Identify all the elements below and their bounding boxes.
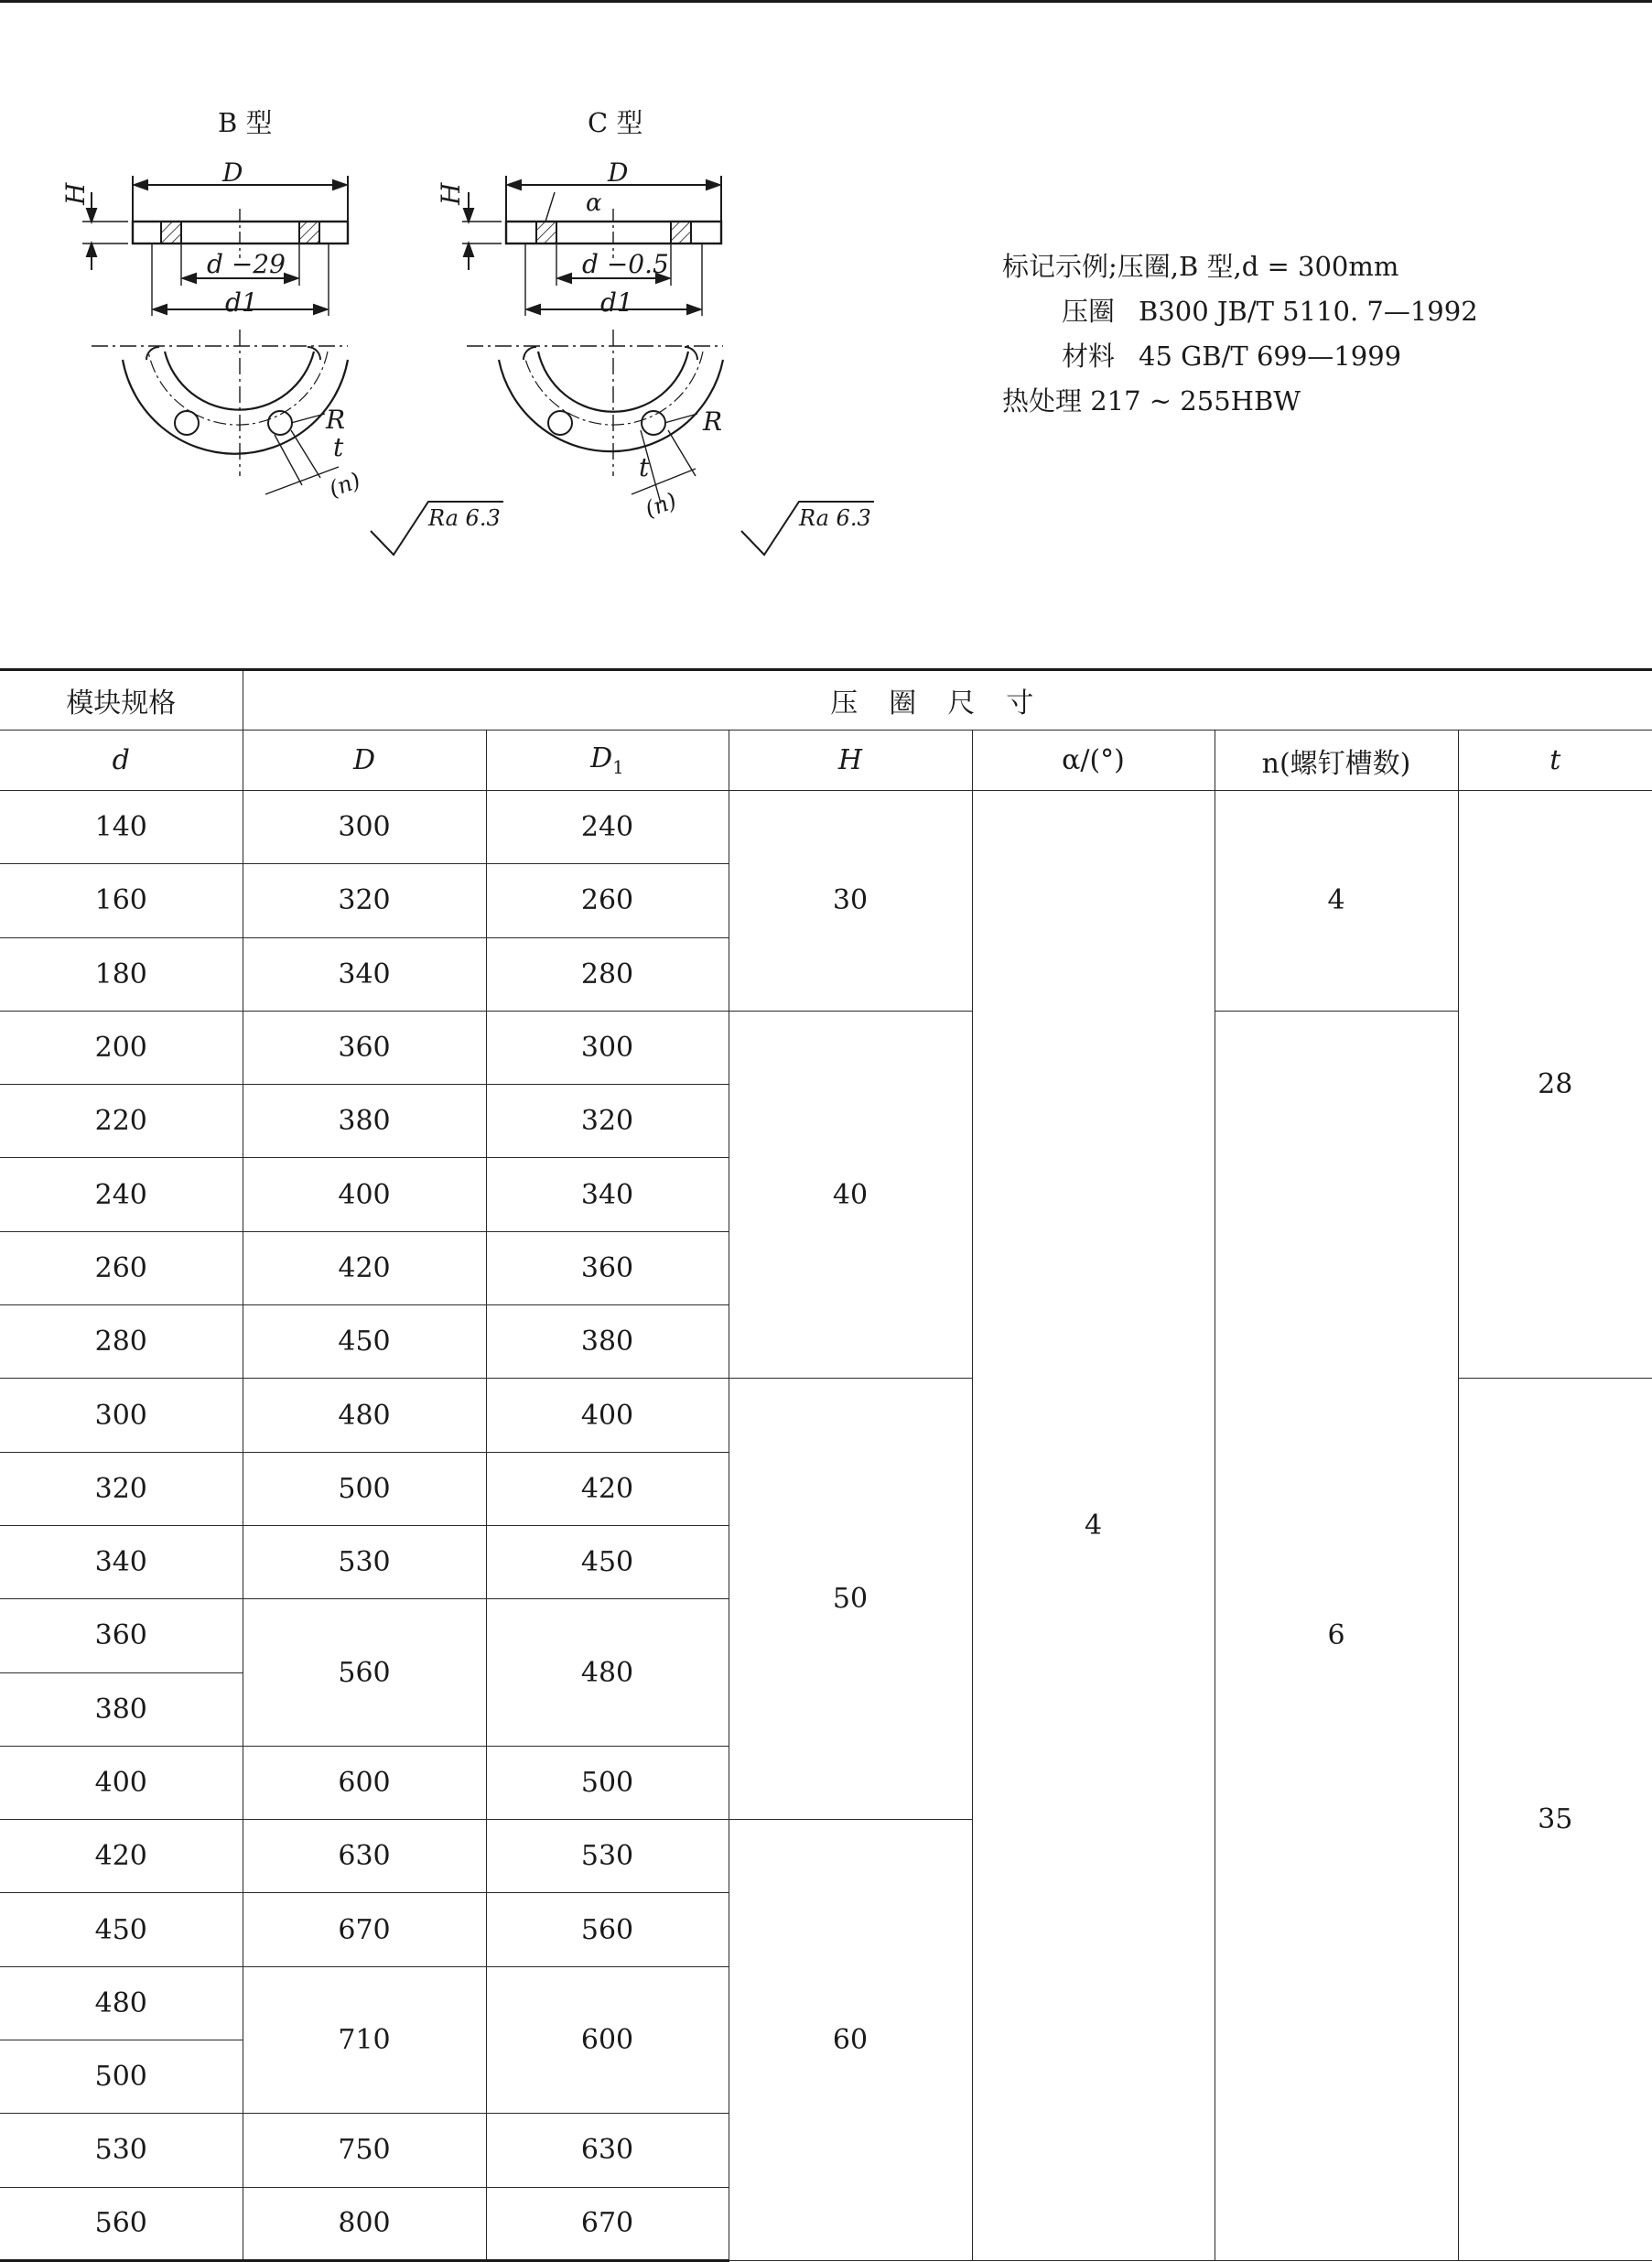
- cell-d: 340: [0, 1525, 243, 1598]
- cell-d: 180: [0, 937, 243, 1011]
- col-header-D: D: [243, 731, 486, 791]
- cell-D: 320: [243, 864, 486, 937]
- svg-text:H: H: [60, 182, 91, 205]
- cell-D: 360: [243, 1011, 486, 1084]
- cell-d: 480: [0, 1966, 243, 2040]
- svg-text:H: H: [436, 182, 466, 205]
- cell-D: 500: [243, 1452, 486, 1525]
- cell-D: 750: [243, 2114, 486, 2187]
- cell-D1: 300: [486, 1011, 729, 1084]
- cell-D: 670: [243, 1893, 486, 1966]
- cell-D: 600: [243, 1746, 486, 1819]
- roughness-b-value: Ra 6.3: [428, 505, 501, 531]
- cell-D: 630: [243, 1820, 486, 1893]
- cell-d: 220: [0, 1085, 243, 1158]
- cell-D1: 260: [486, 864, 729, 937]
- cell-D1: 630: [486, 2114, 729, 2187]
- cell-n: 4: [1215, 791, 1458, 1012]
- cell-D1: 450: [486, 1525, 729, 1598]
- cell-H: 30: [729, 791, 972, 1012]
- cell-D1: 320: [486, 1085, 729, 1158]
- cell-D: 480: [243, 1379, 486, 1452]
- cell-d: 160: [0, 864, 243, 937]
- pressure-ring-drawings: [0, 0, 915, 586]
- cell-D: 420: [243, 1231, 486, 1304]
- cell-n: 6: [1215, 1011, 1458, 2260]
- cell-D1: 280: [486, 937, 729, 1011]
- marking-example: 标记示例;压圈,B 型,d = 300mm: [1002, 251, 1399, 282]
- cell-D1: 560: [486, 1893, 729, 1966]
- cell-d: 280: [0, 1305, 243, 1379]
- marking-material-label: 材料: [1062, 341, 1116, 372]
- cell-t: 28: [1458, 791, 1652, 1379]
- cell-D: 530: [243, 1525, 486, 1598]
- cell-H: 60: [729, 1820, 972, 2261]
- marking-ring-value: B300 JB/T 5110. 7—1992: [1139, 296, 1478, 327]
- svg-text:t: t: [639, 452, 650, 482]
- cell-d: 380: [0, 1672, 243, 1746]
- type-b-drawing: [82, 176, 348, 494]
- dim-b-inner: d −29: [207, 249, 286, 279]
- svg-text:(n): (n): [325, 467, 364, 503]
- cell-d: 260: [0, 1231, 243, 1304]
- cell-D1: 400: [486, 1379, 729, 1452]
- type-b-label: B 型: [218, 107, 273, 138]
- marking-line-material: [1062, 343, 1401, 370]
- marking-line-ring: [1062, 298, 1478, 325]
- cell-D: 300: [243, 791, 486, 864]
- marking-heat-treatment: 热处理 217 ~ 255HBW: [1002, 385, 1301, 417]
- col-header-t: t: [1458, 731, 1652, 791]
- cell-D1: 380: [486, 1305, 729, 1379]
- table-row: [0, 791, 1652, 864]
- header-ring-dimensions: 压圈尺寸: [243, 670, 1652, 731]
- cell-D: 710: [243, 1966, 486, 2114]
- cell-d: 200: [0, 1011, 243, 1084]
- cell-D: 800: [243, 2187, 486, 2260]
- cell-d: 560: [0, 2187, 243, 2260]
- pressure-ring-dimension-table: [0, 668, 1652, 2262]
- cell-d: 420: [0, 1820, 243, 1893]
- cell-D: 340: [243, 937, 486, 1011]
- marking-ring-label: 压圈: [1062, 296, 1116, 327]
- svg-text:D: D: [608, 157, 629, 188]
- cell-D1: 240: [486, 791, 729, 864]
- cell-D: 380: [243, 1085, 486, 1158]
- cell-D1: 340: [486, 1158, 729, 1231]
- roughness-c-value: Ra 6.3: [799, 505, 871, 531]
- cell-d: 400: [0, 1746, 243, 1819]
- svg-text:t: t: [333, 432, 344, 462]
- type-c-drawing: [462, 176, 723, 503]
- cell-D: 560: [243, 1599, 486, 1747]
- header-module-spec: 模块规格: [0, 670, 243, 731]
- dim-c-inner: d −0.5: [582, 249, 669, 279]
- cell-d: 320: [0, 1452, 243, 1525]
- marking-material-value: 45 GB/T 699—1999: [1139, 341, 1402, 372]
- cell-d: 300: [0, 1379, 243, 1452]
- cell-H: 40: [729, 1011, 972, 1378]
- cell-d: 500: [0, 2040, 243, 2114]
- cell-D1: 600: [486, 1966, 729, 2114]
- cell-H: 50: [729, 1379, 972, 1820]
- svg-text:(n): (n): [642, 487, 680, 523]
- svg-text:D: D: [222, 157, 243, 188]
- cell-D1: 360: [486, 1231, 729, 1304]
- cell-D: 450: [243, 1305, 486, 1379]
- dim-c-d1: d1: [600, 287, 633, 318]
- cell-D1: 500: [486, 1746, 729, 1819]
- col-header-d: d: [0, 731, 243, 791]
- cell-d: 530: [0, 2114, 243, 2187]
- cell-D1: 480: [486, 1599, 729, 1747]
- col-header-n: n(螺钉槽数): [1215, 731, 1458, 791]
- cell-D1: 530: [486, 1820, 729, 1893]
- type-c-label: C 型: [588, 107, 643, 138]
- svg-text:R: R: [326, 405, 346, 435]
- cell-D1: 420: [486, 1452, 729, 1525]
- cell-d: 450: [0, 1893, 243, 1966]
- cell-d: 140: [0, 791, 243, 864]
- svg-text:α: α: [586, 189, 602, 217]
- cell-D: 400: [243, 1158, 486, 1231]
- svg-text:R: R: [703, 406, 723, 437]
- dim-b-d1: d1: [225, 287, 258, 318]
- col-header-alpha: α/(°): [972, 731, 1215, 791]
- col-header-H: H: [729, 731, 972, 791]
- cell-D1: 670: [486, 2187, 729, 2260]
- cell-alpha: 4: [972, 791, 1215, 2261]
- col-header-D1: $D_1$: [486, 731, 729, 791]
- cell-t: 35: [1458, 1379, 1652, 2261]
- cell-d: 240: [0, 1158, 243, 1231]
- table-row: [0, 1011, 1652, 1084]
- cell-d: 360: [0, 1599, 243, 1672]
